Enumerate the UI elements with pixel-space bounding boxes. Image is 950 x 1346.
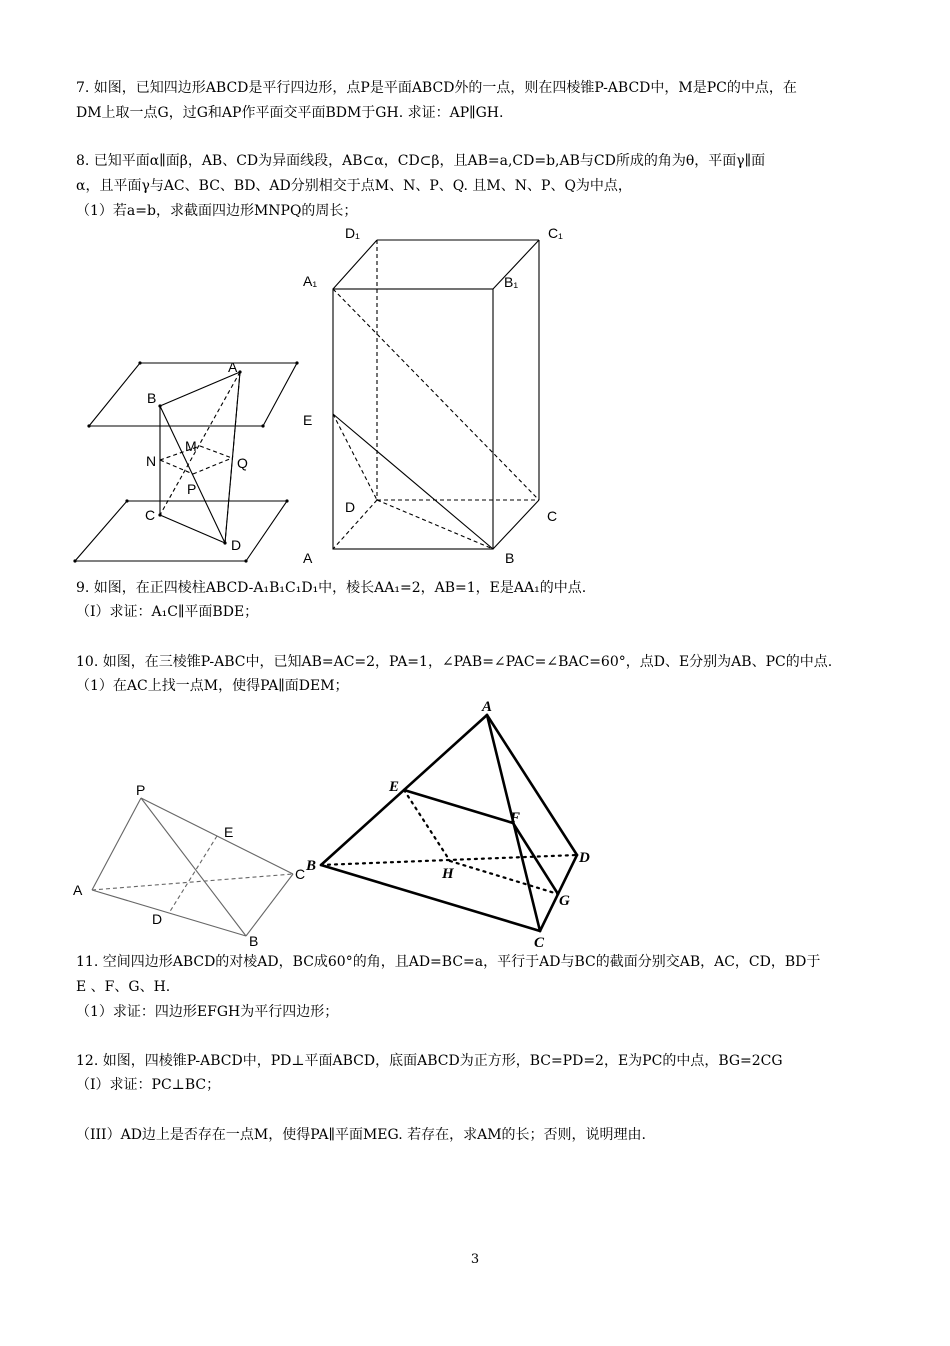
label-D: D xyxy=(579,850,590,866)
label-M: M xyxy=(185,438,197,454)
figure-prism xyxy=(295,218,585,568)
q9-line2: （Ⅰ）求证：A₁C∥平面BDE； xyxy=(76,604,259,620)
label-A: A xyxy=(482,699,493,715)
q9-line1: 9. 如图，在正四棱柱ABCD-A₁B₁C₁D₁中，棱长AA₁=2，AB=1，E是AA₁的中点. xyxy=(76,580,587,596)
label-B: B xyxy=(505,550,515,566)
q11-line2: E 、F、G、H. xyxy=(76,979,171,995)
page-number: 3 xyxy=(470,1252,480,1267)
q11-line1: 11. 空间四边形ABCD的对棱AD，BC成60°的角，且AD=BC=a，平行于AD与BC的截面分别交AB，AC，CD，BD于 xyxy=(76,954,821,970)
label-E: E xyxy=(389,779,400,795)
label-F: F xyxy=(510,810,521,826)
label-B1: B₁ xyxy=(504,274,519,290)
q12-line2: （I）求证：PC⊥BC； xyxy=(76,1077,221,1093)
label-N: N xyxy=(146,453,157,469)
label-E: E xyxy=(303,412,313,428)
label-Q: Q xyxy=(237,455,248,471)
q12-line1: 12. 如图，四棱锥P-ABCD中，PD⊥平面ABCD，底面ABCD为正方形，BC=PD=2，E为PC的中点，BG=2CG xyxy=(76,1053,783,1069)
q8-line1: 8. 已知平面α∥面β，AB、CD为异面线段，AB⊂α，CD⊂β，且AB=a,CD=b,AB与CD所成的角为θ，平面γ∥面 xyxy=(76,153,766,169)
q10-line1: 10. 如图，在三棱锥P-ABC中，已知AB=AC=2，PA=1，∠PAB=∠PAC=∠BAC=60°，点D、E分别为AB、PC的中点. xyxy=(76,654,833,670)
label-P: P xyxy=(136,782,146,798)
label-A: A xyxy=(303,550,313,566)
q12-line3: （III）AD边上是否存在一点M，使得PA∥平面MEG. 若存在，求AM的长；否则，说明理由. xyxy=(76,1127,647,1143)
label-D1: D₁ xyxy=(345,225,360,241)
label-D: D xyxy=(152,911,163,927)
label-C1: C₁ xyxy=(548,225,563,241)
q7-line1: 7. 如图，已知四边形ABCD是平行四边形，点P是平面ABCD外的一点，则在四棱锥P-ABCD中，M是PC的中点，在 xyxy=(76,80,797,96)
figure-tetrahedron-efgh xyxy=(300,695,610,955)
label-A: A xyxy=(73,882,83,898)
q10-line2: （1）在AC上找一点M，使得PA∥面DEM； xyxy=(76,678,349,694)
label-C: C xyxy=(145,507,156,523)
label-D: D xyxy=(231,537,242,553)
label-C: C xyxy=(534,935,545,951)
label-C: C xyxy=(547,508,558,524)
label-G: G xyxy=(559,893,570,909)
label-B: B xyxy=(306,858,317,874)
q7-line2: DM上取一点G，过G和AP作平面交平面BDM于GH. 求证：AP∥GH. xyxy=(76,105,504,121)
figure-pyramid-pabc xyxy=(66,780,316,950)
label-B: B xyxy=(147,390,157,406)
label-C: C xyxy=(295,866,306,882)
figure-parallel-planes xyxy=(60,350,313,570)
q8-line3: （1）若a=b，求截面四边形MNPQ的周长； xyxy=(76,203,358,219)
label-A1: A₁ xyxy=(303,273,318,289)
q8-line2: α，且平面γ与AC、BC、BD、AD分别相交于点M、N、P、Q. 且M、N、P、Q为中点， xyxy=(76,178,632,194)
label-D: D xyxy=(345,499,356,515)
label-A: A xyxy=(228,359,238,375)
label-H: H xyxy=(442,866,454,882)
label-B: B xyxy=(249,933,259,949)
label-E: E xyxy=(224,824,234,840)
q11-line3: （1）求证：四边形EFGH为平行四边形； xyxy=(76,1004,339,1020)
label-P: P xyxy=(187,481,197,497)
